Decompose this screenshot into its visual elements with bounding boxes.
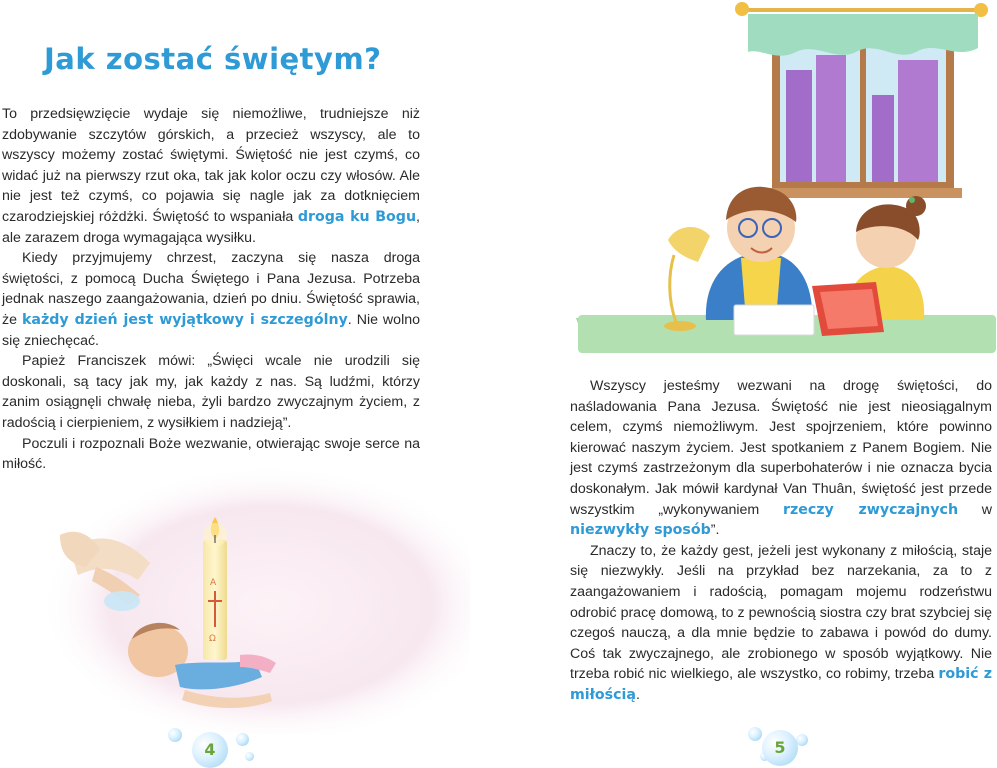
bubble-decoration (245, 752, 254, 761)
paragraph: Znaczy to, że każdy gest, jeżeli jest wykonany z miłością, staje się niezwykły. Jeśli na przykład bez narzekania, za to z zaangażowaniem i radością, pomagam mojemu rodzeństwu odrobić pracę domową, to z pewnością siostra czy brat szybciej się czegoś nauczą, a dla mnie będzie to zabawa i powód do dumy. Coś tak zwyczajnego, ale zrobionego w sposób wyjątkowy. Nie trzeba robić nic wielkiego, ale wszystko, co robimy, trzeba robić z miłością. (570, 542, 992, 703)
highlight-text: robić z miłością (570, 666, 992, 703)
svg-text:A: A (210, 578, 217, 588)
bubble-decoration (796, 734, 808, 746)
highlight-text: każdy dzień jest wyjątkowy i szczególny (21, 311, 348, 328)
paragraph: Poczuli i rozpoznali Boże wezwanie, otwierając swoje serce na miłość. (2, 435, 420, 473)
left-page (0, 0, 498, 768)
page-title: Jak zostać świętym? (44, 42, 382, 76)
baptism-illustration (0, 455, 470, 735)
highlight-text: rzeczy zwyczajnych (782, 501, 959, 518)
highlight-text: droga ku Bogu (297, 208, 417, 225)
page-number: 5 (762, 730, 798, 766)
girl-icon (812, 196, 926, 336)
svg-text:Ω: Ω (209, 634, 216, 644)
paragraph: Papież Franciszek mówi: „Święci wcale nie urodzili się doskonali, są tacy jak my, jak każdy z nas. Są ludźmi, którzy zanim osiągnęli chwałę nieba, żyli bardzo zwyczajnym życiem, z radością i cierpieniem, z wysiłkiem i nadzieją”. (2, 353, 420, 431)
paragraph: Kiedy przyjmujemy chrzest, zaczyna się nasza droga świętości, z pomocą Ducha Świętego i Pana Jezusa. Potrzeba jednak naszego zaangażowania, dzień po dniu. Świętość sprawia, że każdy dzień jest wyjątkowy i szczególny. Nie wolno się zniechęcać. (2, 250, 421, 349)
left-body-text (2, 104, 420, 475)
bubble-decoration (168, 728, 182, 742)
candle-icon (203, 517, 227, 660)
paragraph: To przedsięwzięcie wydaje się niemożliwe, trudniejsze niż zdobywanie szczytów górskich, a przecież wszyscy, ale to wszyscy możemy zostać świętymi. Świętość nie jest czymś, co widać już na pierwszy rzut oka, tak jak kolor oczu czy włosów. Ale nie jest też czymś, co pojawia się nagle jak za dotknięciem czarodziejskiej różdżki. Świętość to wspaniała droga ku Bogu, ale zarazem droga wymagająca wysiłku. (2, 106, 420, 246)
paragraph: Wszyscy jesteśmy wezwani na drogę świętości, do naśladowania Pana Jezusa. Świętość nie jest nieosiągalnym celem, czymś niemożliwym. Jest spojrzeniem, które powinno kierować naszym życiem. Jest spotkaniem z Panem Bogiem. Nie jest czymś zastrzeżonym dla superbohaterów i nie oznacza bycia doskonałym. Jak mówił kardynał Van Thuân, świętość jest przede wszystkim „wykonywaniem rzeczy zwyczajnych w niezwykły sposób”. (570, 378, 992, 539)
bubble-decoration (748, 727, 762, 741)
right-page (498, 0, 997, 768)
page-number: 4 (192, 732, 228, 768)
boy-icon (706, 187, 814, 335)
highlight-text: niezwykły sposób (570, 522, 711, 539)
study-illustration (576, 0, 996, 360)
bubble-decoration (236, 733, 249, 746)
right-body-text (570, 376, 992, 706)
